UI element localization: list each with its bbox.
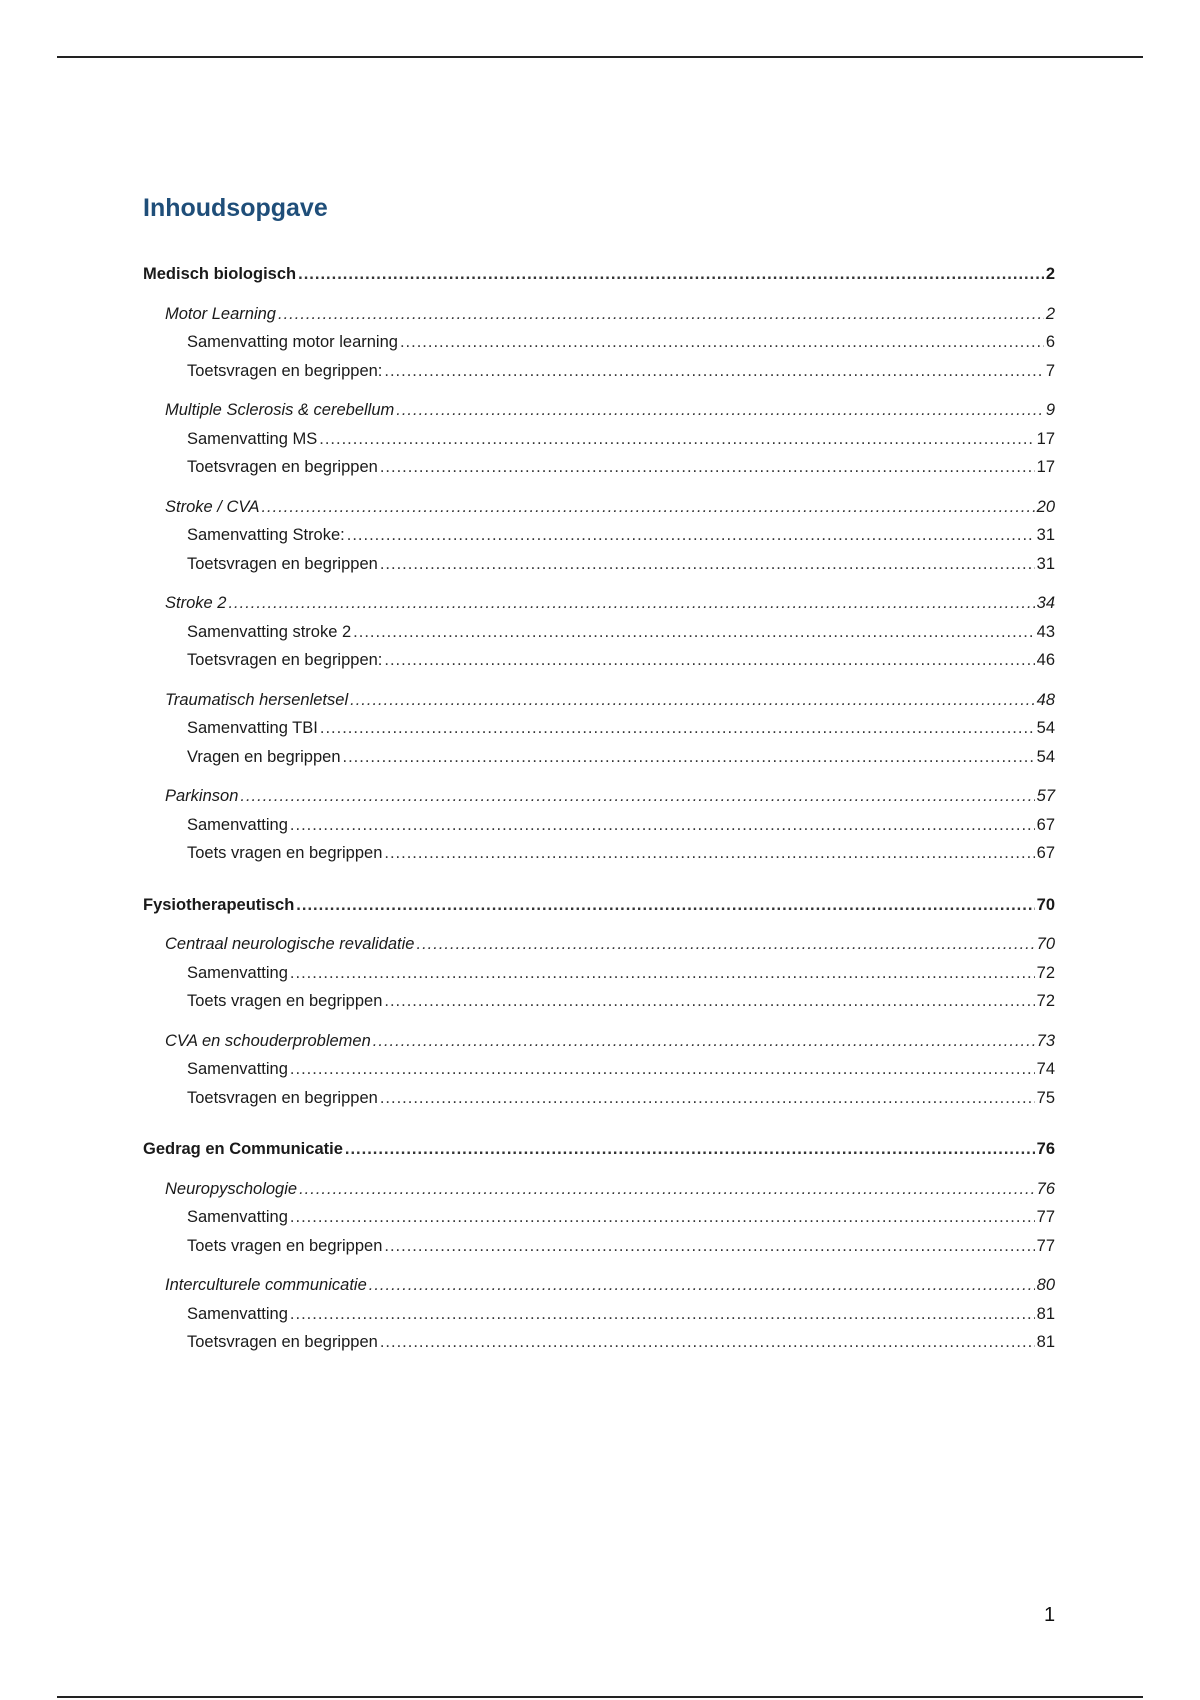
- toc-chapter[interactable]: [143, 782, 1055, 811]
- toc-item[interactable]: [143, 618, 1055, 647]
- toc-chapter-label: CVA en schouderproblemen: [165, 1031, 371, 1050]
- toc-chapter[interactable]: [143, 1027, 1055, 1056]
- toc-item-page: 31: [1036, 554, 1055, 573]
- toc-chapter[interactable]: [143, 686, 1055, 715]
- toc-chapter-label: Centraal neurologische revalidatie: [165, 935, 415, 953]
- toc-item-label: Samenvatting: [187, 1208, 288, 1226]
- toc-item[interactable]: [143, 521, 1055, 550]
- toc-chapter-label: Stroke / CVA: [165, 497, 260, 516]
- dot-leader: [384, 987, 1034, 1016]
- dot-leader: [396, 396, 1044, 425]
- toc-item-page: 31: [1036, 526, 1055, 544]
- toc-chapter-label: Multiple Sclerosis & cerebellum: [165, 401, 395, 419]
- toc-item-label: Toets vragen en begrippen: [187, 1236, 383, 1255]
- dot-leader: [373, 1027, 1035, 1056]
- toc-item-label: Samenvatting: [187, 963, 288, 982]
- toc-item[interactable]: [143, 357, 1055, 386]
- toc-chapter[interactable]: [143, 1271, 1055, 1300]
- dot-leader: [384, 839, 1034, 868]
- toc-item-label: Samenvatting stroke 2: [187, 622, 352, 641]
- toc-item-page: 81: [1036, 1304, 1055, 1323]
- dot-leader: [350, 686, 1035, 715]
- toc-item-label: Toetsvragen en begrippen: [187, 1333, 378, 1351]
- toc-item-label: Toetsvragen en begrippen:: [187, 651, 383, 669]
- toc-item-page: 72: [1036, 992, 1055, 1010]
- toc-item-label: Samenvatting motor learning: [187, 333, 398, 351]
- dot-leader: [290, 811, 1035, 840]
- footer-rule: [57, 1696, 1143, 1698]
- dot-leader: [384, 357, 1043, 386]
- toc-item[interactable]: [143, 987, 1055, 1016]
- toc-chapter[interactable]: [143, 493, 1055, 522]
- toc-section[interactable]: [143, 260, 1055, 289]
- toc-item-page: 54: [1036, 747, 1055, 766]
- dot-leader: [278, 300, 1044, 329]
- dot-leader: [240, 782, 1034, 811]
- toc-item-label: Samenvatting MS: [187, 429, 318, 448]
- toc-item[interactable]: [143, 425, 1055, 454]
- toc-item[interactable]: [143, 328, 1055, 357]
- toc-chapter-page: 70: [1036, 935, 1055, 953]
- toc-item-page: 46: [1036, 651, 1055, 669]
- toc-item[interactable]: [143, 550, 1055, 579]
- toc-item[interactable]: [143, 1084, 1055, 1113]
- toc-item[interactable]: [143, 1055, 1055, 1084]
- dot-leader: [380, 1328, 1035, 1357]
- dot-leader: [296, 891, 1034, 920]
- dot-leader: [298, 260, 1044, 289]
- toc-item-page: 17: [1036, 429, 1055, 448]
- dot-leader: [261, 493, 1034, 522]
- toc-item-label: Samenvatting: [187, 1060, 288, 1078]
- toc-item[interactable]: [143, 1300, 1055, 1329]
- dot-leader: [380, 550, 1035, 579]
- toc-chapter-page: 34: [1036, 594, 1055, 612]
- toc-item-page: 7: [1045, 361, 1055, 380]
- dot-leader: [290, 1055, 1035, 1084]
- toc-chapter-label: Interculturele communicatie: [165, 1276, 367, 1294]
- toc-chapter[interactable]: [143, 396, 1055, 425]
- toc-chapter-page: 80: [1036, 1276, 1055, 1294]
- dot-leader: [400, 328, 1044, 357]
- toc-section[interactable]: [143, 891, 1055, 920]
- toc-item[interactable]: [143, 811, 1055, 840]
- toc-chapter-page: 2: [1045, 304, 1055, 323]
- toc-section-page: 2: [1045, 265, 1055, 283]
- toc-item[interactable]: [143, 839, 1055, 868]
- toc-chapter[interactable]: [143, 930, 1055, 959]
- toc-item-label: Samenvatting Stroke:: [187, 526, 345, 544]
- dot-leader: [369, 1271, 1035, 1300]
- toc-item-label: Samenvatting: [187, 815, 288, 834]
- toc-item[interactable]: [143, 1203, 1055, 1232]
- toc-item-label: Samenvatting: [187, 1304, 288, 1323]
- dot-leader: [320, 714, 1035, 743]
- toc-item-page: 54: [1036, 719, 1055, 737]
- header-rule: [57, 56, 1143, 58]
- toc-item-label: Samenvatting TBI: [187, 719, 318, 737]
- toc-title: Inhoudsopgave: [143, 194, 328, 222]
- toc-section-label: Gedrag en Communicatie: [143, 1140, 343, 1158]
- toc-section-label: Medisch biologisch: [143, 265, 297, 283]
- toc-chapter-label: Parkinson: [165, 787, 239, 805]
- dot-leader: [384, 646, 1034, 675]
- table-of-contents: [143, 192, 1055, 1357]
- toc-item-label: Toetsvragen en begrippen:: [187, 361, 383, 380]
- page-number: 1: [1044, 1604, 1056, 1626]
- dot-leader: [380, 1084, 1035, 1113]
- toc-item[interactable]: [143, 646, 1055, 675]
- dot-leader: [347, 521, 1035, 550]
- dot-leader: [343, 743, 1035, 772]
- toc-section-page: 70: [1036, 895, 1055, 914]
- toc-item-page: 77: [1036, 1208, 1055, 1226]
- toc-item-label: Toetsvragen en begrippen: [187, 458, 378, 476]
- toc-item-page: 81: [1036, 1333, 1055, 1351]
- dot-leader: [290, 959, 1035, 988]
- toc-item-label: Vragen en begrippen: [187, 747, 341, 766]
- dot-leader: [319, 425, 1034, 454]
- toc-item[interactable]: [143, 959, 1055, 988]
- toc-chapter-page: 76: [1036, 1179, 1055, 1198]
- toc-chapter[interactable]: [143, 1175, 1055, 1204]
- toc-section-label: Fysiotherapeutisch: [143, 895, 295, 914]
- toc-item[interactable]: [143, 1328, 1055, 1357]
- dot-leader: [345, 1135, 1035, 1164]
- dot-leader: [228, 589, 1034, 618]
- toc-item-label: Toets vragen en begrippen: [187, 992, 383, 1010]
- toc-chapter-label: Neuropyschologie: [165, 1179, 298, 1198]
- toc-chapter-page: 73: [1036, 1031, 1055, 1050]
- toc-chapter[interactable]: [143, 589, 1055, 618]
- toc-section[interactable]: [143, 1135, 1055, 1164]
- dot-leader: [384, 1232, 1034, 1261]
- toc-item-page: 75: [1036, 1088, 1055, 1107]
- toc-item-page: 67: [1036, 844, 1055, 862]
- dot-leader: [290, 1300, 1035, 1329]
- toc-chapter[interactable]: [143, 300, 1055, 329]
- toc-item-page: 72: [1036, 963, 1055, 982]
- toc-item[interactable]: [143, 453, 1055, 482]
- toc-item-page: 67: [1036, 815, 1055, 834]
- toc-item[interactable]: [143, 714, 1055, 743]
- dot-leader: [380, 453, 1035, 482]
- dot-leader: [299, 1175, 1035, 1204]
- toc-item-page: 17: [1036, 458, 1055, 476]
- toc-item-page: 6: [1045, 333, 1055, 351]
- toc-item-label: Toetsvragen en begrippen: [187, 1088, 378, 1107]
- toc-section-page: 76: [1036, 1140, 1055, 1158]
- toc-entries: [143, 260, 1055, 1357]
- toc-item-page: 43: [1036, 622, 1055, 641]
- dot-leader: [416, 930, 1034, 959]
- toc-item-page: 74: [1036, 1060, 1055, 1078]
- toc-item-label: Toetsvragen en begrippen: [187, 554, 378, 573]
- toc-chapter-label: Motor Learning: [165, 304, 276, 323]
- toc-chapter-page: 48: [1036, 690, 1055, 709]
- toc-chapter-page: 20: [1036, 497, 1055, 516]
- toc-item-page: 77: [1036, 1236, 1055, 1255]
- toc-chapter-label: Stroke 2: [165, 594, 227, 612]
- dot-leader: [290, 1203, 1035, 1232]
- toc-chapter-page: 57: [1036, 787, 1055, 805]
- dot-leader: [353, 618, 1034, 647]
- toc-item-label: Toets vragen en begrippen: [187, 844, 383, 862]
- toc-item[interactable]: [143, 743, 1055, 772]
- toc-chapter-page: 9: [1045, 401, 1055, 419]
- toc-chapter-label: Traumatisch hersenletsel: [165, 690, 349, 709]
- toc-item[interactable]: [143, 1232, 1055, 1261]
